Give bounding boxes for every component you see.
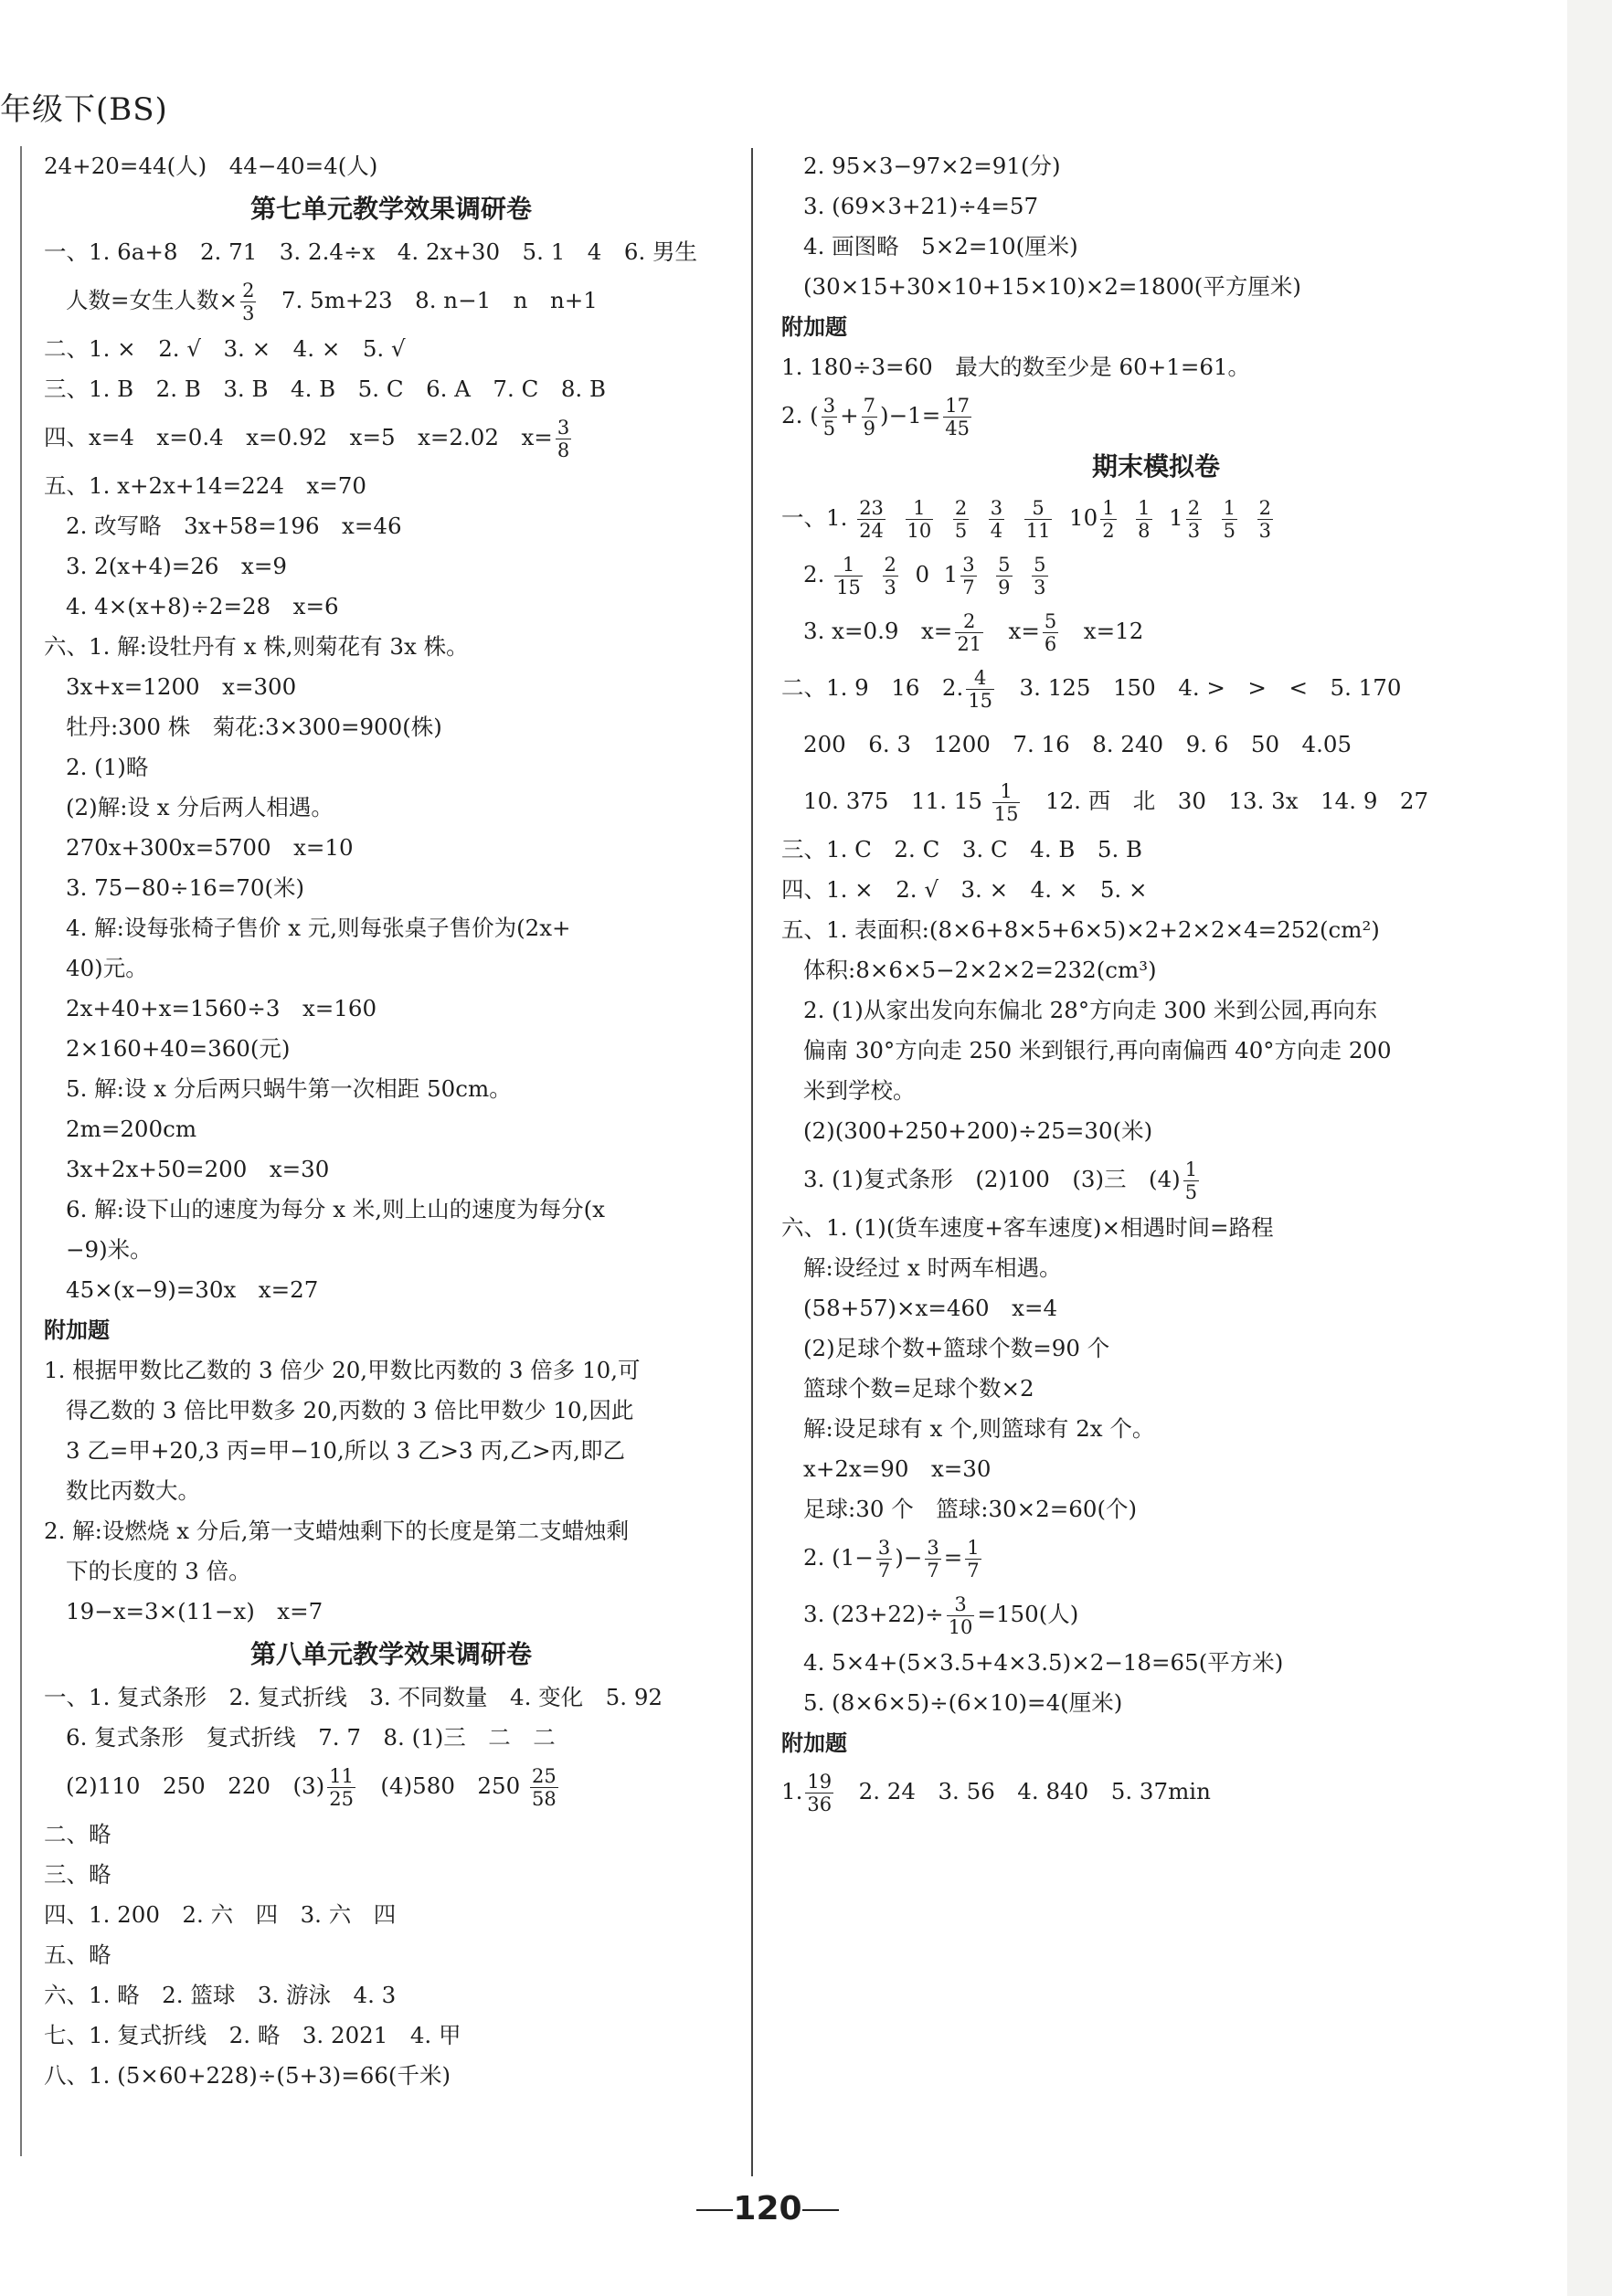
answer-line: 2. (1)略	[66, 754, 149, 780]
answer-line: (2)(300+250+200)÷25=30(米)	[803, 1117, 1153, 1144]
fraction: $\frac{2}{5}$	[954, 497, 968, 542]
answer-line: 数比丙数大。	[66, 1477, 200, 1504]
fraction: $\frac{5}{11}$	[1025, 497, 1051, 542]
answer-line: 3x+x=1200 x=300	[66, 673, 297, 700]
dash-left	[696, 2209, 733, 2211]
answer-line: 2m=200cm	[66, 1116, 197, 1142]
answer-line: 体积:8×6×5−2×2×2=232(cm³)	[803, 957, 1157, 983]
answer-line: 3. (23+22)÷ $\frac{3}{10}$ =150(人)	[803, 1593, 1079, 1638]
fraction: $\frac{2}{21}$	[957, 610, 982, 655]
fraction: $\frac{17}{45}$	[945, 395, 970, 439]
fraction: $\frac{1}{15}$	[836, 554, 861, 598]
fraction: $\frac{3}{7}$	[927, 1537, 939, 1582]
answer-line: 2x+40+x=1560÷3 x=160	[66, 995, 377, 1021]
answer-text: (2)110 250 220 (3)	[66, 1772, 325, 1799]
fraction: $\frac{5}{6}$	[1044, 610, 1057, 655]
answer-line	[44, 409, 738, 466]
bonus-heading: 附加题	[781, 1730, 847, 1756]
fraction: $\frac{4}{15}$	[968, 667, 993, 712]
unit7-title: 第七单元教学效果调研卷	[249, 194, 532, 224]
fraction: $\frac{1}{2}$	[1102, 497, 1115, 542]
answer-text: (4)580 250	[357, 1772, 521, 1799]
answer-line: 三、略	[44, 1861, 111, 1888]
answer-line: 4. 解:设每张椅子售价 x 元,则每张桌子售价为(2x+	[66, 915, 571, 941]
answer-line: 40)元。	[66, 955, 148, 981]
answer-line: 四、1. × 2. √ 3. × 4. × 5. ×	[781, 876, 1148, 903]
answer-line: 3. 75−80÷16=70(米)	[66, 874, 305, 901]
answer-line: 足球:30 个 篮球:30×2=60(个)	[803, 1496, 1138, 1522]
answer-line: 2×160+40=360(元)	[66, 1035, 291, 1062]
answer-line: 篮球个数=足球个数×2	[803, 1375, 1034, 1402]
answer-line: 三、1. C 2. C 3. C 4. B 5. B	[781, 836, 1143, 862]
fraction: $\frac{11}{25}$	[329, 1765, 354, 1810]
fraction: $\frac{25}{58}$	[531, 1765, 557, 1810]
answer-text: 7. 5m+23 8. n−1 n n+1	[259, 287, 598, 313]
answer-line: (30×15+30×10+15×10)×2=1800(平方厘米)	[803, 273, 1301, 300]
answer-line: 3x+2x+50=200 x=30	[66, 1156, 330, 1182]
fraction: $\frac{3}{7}$	[877, 1537, 891, 1582]
answer-line: 3 乙=甲+20,3 丙=甲−10,所以 3 乙>3 丙,乙>丙,即乙	[66, 1437, 625, 1464]
answer-line: 2. (1− $\frac{3}{7}$ )− $\frac{3}{7}$ = $\frac{1}{7}$	[803, 1537, 980, 1582]
fraction: $\frac{19}{36}$	[807, 1771, 833, 1815]
answer-line: 2. 95×3−97×2=91(分)	[803, 153, 1061, 179]
fraction: $\frac{1}{15}$	[993, 780, 1019, 825]
fraction: $\frac{23}{24}$	[859, 497, 884, 542]
fraction: $\frac{3}{7}$	[962, 554, 975, 598]
left-margin-rule	[20, 146, 22, 2156]
answer-line: 4. 4×(x+8)÷2=28 x=6	[66, 593, 339, 619]
answer-line: 二、1. × 2. √ 3. × 4. × 5. √	[44, 335, 406, 362]
fraction: $\frac{2}{3}$	[1258, 497, 1271, 542]
answer-line: 1. 根据甲数比乙数的 3 倍少 20,甲数比丙数的 3 倍多 10,可	[44, 1357, 641, 1383]
answer-text: 人数=女生人数×	[66, 287, 239, 313]
answer-line: −9)米。	[66, 1236, 153, 1263]
answer-line: 一、1. 6a+8 2. 71 3. 2.4÷x 4. 2x+30 5. 1 4 6. 男生	[44, 238, 698, 265]
column-divider	[751, 148, 753, 2176]
fraction: $\frac{2}{3}$	[242, 280, 255, 324]
fraction: $\frac{3}{4}$	[990, 497, 1003, 542]
page-header: 年级下(BS)	[0, 91, 168, 128]
page-margin-strip	[1567, 0, 1612, 2296]
answer-text: 四、x=4 x=0.4 x=0.92 x=5 x=2.02 x=	[44, 424, 553, 450]
final-exam-title: 期末模拟卷	[1091, 451, 1220, 481]
answer-line: 6. 解:设下山的速度为每分 x 米,则上山的速度为每分(x	[66, 1196, 605, 1222]
unit8-title: 第八单元教学效果调研卷	[249, 1639, 532, 1669]
answer-line: 4. 5×4+(5×3.5+4×3.5)×2−18=65(平方米)	[803, 1649, 1284, 1676]
fraction: $\frac{1}{5}$	[1223, 497, 1236, 542]
dash-right	[802, 2209, 839, 2211]
answer-line: 10. 375 11. 15 $\frac{1}{15}$ 12. 西 北 30 13. 3x 14. 9 27	[803, 780, 1429, 825]
answer-line: (2)足球个数+篮球个数=90 个	[803, 1335, 1110, 1361]
answer-line: 3. x=0.9 x= $\frac{2}{21}$ x= $\frac{5}{6}$ x=12	[803, 610, 1144, 655]
answer-line: 1. $\frac{19}{36}$ 2. 24 3. 56 4. 840 5. 37min	[781, 1771, 1211, 1815]
answer-line: 5. 解:设 x 分后两只蜗牛第一次相距 50cm。	[66, 1075, 512, 1102]
fraction: $\frac{1}{7}$	[967, 1537, 980, 1582]
answer-line: 6. 复式条形 复式折线 7. 7 8. (1)三 二 二	[66, 1724, 556, 1751]
answer-line: 牡丹:300 株 菊花:3×300=900(株)	[66, 714, 442, 740]
answer-line: 六、1. (1)(货车速度+客车速度)×相遇时间=路程	[781, 1214, 1274, 1241]
answer-line: 二、1. 9 16 2. $\frac{4}{15}$ 3. 125 150 4. > > < 5. 170	[781, 667, 1402, 712]
answer-line: 三、1. B 2. B 3. B 4. B 5. C 6. A 7. C 8. B	[44, 376, 607, 402]
answer-line: 一、1. 复式条形 2. 复式折线 3. 不同数量 4. 变化 5. 92	[44, 1684, 663, 1710]
answer-line: (2)解:设 x 分后两人相遇。	[66, 794, 334, 820]
fraction: $\frac{3}{8}$	[557, 417, 570, 461]
answer-line: 3. (69×3+21)÷4=57	[803, 193, 1039, 219]
answer-line: 4. 画图略 5×2=10(厘米)	[803, 233, 1078, 259]
fraction: $\frac{3}{5}$	[822, 395, 836, 439]
answer-line: 得乙数的 3 倍比甲数多 20,丙数的 3 倍比甲数少 10,因此	[66, 1397, 634, 1423]
answer-line: 解:设足球有 x 个,则篮球有 2x 个。	[803, 1415, 1155, 1442]
answer-line: 19−x=3×(11−x) x=7	[66, 1598, 323, 1624]
answer-line: 下的长度的 3 倍。	[66, 1558, 251, 1584]
answer-line: 一、1. $\frac{23}{24}$ $\frac{1}{10}$ $\frac{2}{5}$ $\frac{3}{4}$ $\frac{5}{11}$ 10 $\frac{1}{2}$ $\frac{1}{8}$ 1 $\frac{2}{3}$ $\frac{1}{5}$ $\frac{2}{3}$	[781, 497, 1271, 542]
answer-line: 五、1. 表面积:(8×6+8×5+6×5)×2+2×2×4=252(cm²)	[781, 916, 1380, 943]
answer-line: 2. ( $\frac{3}{5}$ + $\frac{7}{9}$ )−1= $\frac{17}{45}$	[781, 395, 970, 439]
answer-line	[44, 272, 738, 329]
answer-line: 米到学校。	[803, 1077, 916, 1104]
answer-line: 200 6. 3 1200 7. 16 8. 240 9. 6 50 4.05	[803, 731, 1352, 757]
answer-line: 六、1. 略 2. 篮球 3. 游泳 4. 3	[44, 1982, 397, 2008]
fraction: $\frac{1}{5}$	[1184, 1159, 1198, 1203]
answer-line: 1. 180÷3=60 最大的数至少是 60+1=61。	[781, 354, 1251, 380]
fraction: $\frac{5}{9}$	[998, 554, 1011, 598]
fraction: $\frac{2}{3}$	[884, 554, 896, 598]
bonus-heading: 附加题	[781, 314, 847, 340]
right-column	[781, 146, 1531, 1820]
answer-line: 3. 2(x+4)=26 x=9	[66, 553, 287, 579]
answer-line: 二、略	[44, 1821, 111, 1847]
answer-line: 五、略	[44, 1942, 111, 1968]
answer-line	[44, 1758, 738, 1815]
answer-line: 5. (8×6×5)÷(6×10)=4(厘米)	[803, 1689, 1123, 1716]
answer-line: 偏南 30°方向走 250 米到银行,再向南偏西 40°方向走 200	[803, 1037, 1392, 1063]
fraction: $\frac{3}{10}$	[948, 1593, 973, 1638]
answer-line: 七、1. 复式折线 2. 略 3. 2021 4. 甲	[44, 2022, 461, 2048]
fraction: $\frac{7}{9}$	[863, 395, 876, 439]
fraction: $\frac{1}{8}$	[1138, 497, 1151, 542]
answer-line: 2. $\frac{1}{15}$ $\frac{2}{3}$ 0 1 $\frac{3}{7}$ $\frac{5}{9}$ $\frac{5}{3}$	[803, 554, 1046, 598]
fraction: $\frac{5}{3}$	[1034, 554, 1046, 598]
answer-line: 45×(x−9)=30x x=27	[66, 1276, 319, 1303]
fraction: $\frac{1}{10}$	[907, 497, 932, 542]
answer-line: 八、1. (5×60+228)÷(5+3)=66(千米)	[44, 2062, 451, 2089]
left-column	[44, 146, 738, 2096]
answer-line: 2. 改写略 3x+58=196 x=46	[66, 513, 402, 539]
answer-line: x+2x=90 x=30	[803, 1455, 992, 1482]
answer-line: 解:设经过 x 时两车相遇。	[803, 1254, 1062, 1281]
answer-line: 3. (1)复式条形 (2)100 (3)三 (4) $\frac{1}{5}$	[803, 1159, 1198, 1203]
bonus-heading: 附加题	[44, 1317, 110, 1343]
page-number: 120	[695, 2191, 841, 2227]
answer-line: 六、1. 解:设牡丹有 x 株,则菊花有 3x 株。	[44, 633, 469, 660]
answer-line: 五、1. x+2x+14=224 x=70	[44, 472, 366, 499]
answer-line: 四、1. 200 2. 六 四 3. 六 四	[44, 1901, 397, 1928]
answer-line: 270x+300x=5700 x=10	[66, 834, 354, 861]
answer-line: 2. (1)从家出发向东偏北 28°方向走 300 米到公园,再向东	[803, 997, 1378, 1023]
fraction: $\frac{2}{3}$	[1187, 497, 1201, 542]
answer-line: (58+57)×x=460 x=4	[803, 1295, 1058, 1321]
answer-line: 24+20=44(人) 44−40=4(人)	[44, 153, 378, 179]
answer-line: 2. 解:设燃烧 x 分后,第一支蜡烛剩下的长度是第二支蜡烛剩	[44, 1518, 630, 1544]
